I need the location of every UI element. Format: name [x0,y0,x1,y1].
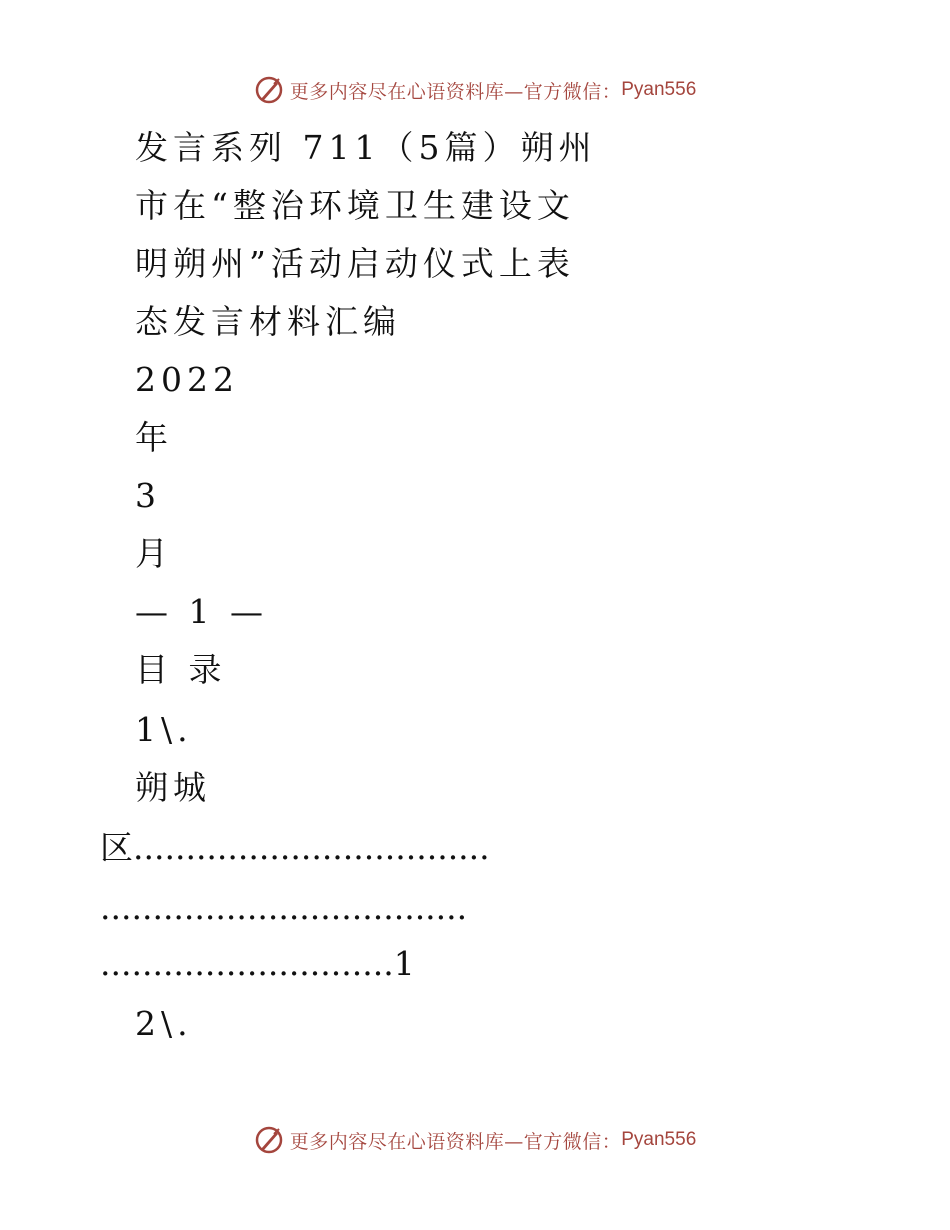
quill-logo-icon [254,1125,284,1155]
toc-item-1-name-tail: 区 [100,828,133,867]
toc-item-1-page: 1 [393,944,415,983]
watermark-text: 更多内容尽在心语资料库—官方微信： [289,1130,622,1153]
title-line-1: 发言系列 711（5篇）朔州 [135,128,597,167]
toc-item-1-leader-line-1 [100,828,845,868]
date-month-unit: 月 [135,534,173,573]
watermark-banner-bottom [0,1120,950,1160]
toc-dot-leader: .................................. [133,828,490,867]
watermark-wechat-id: Pyan556 [621,1129,697,1150]
watermark-wechat-id: Pyan556 [621,79,697,100]
toc-item-1-leader-line-2: ................................... [100,888,468,927]
toc-dot-leader: ............................ [100,944,394,983]
date-month: 3 [135,476,161,515]
toc-heading: 目 录 [135,650,227,689]
title-line-4: 态发言材料汇编 [135,302,401,341]
date-year-unit: 年 [135,418,173,457]
date-year: 2022 [135,360,239,399]
title-line-2: 市在“整治环境卫生建设文 [135,186,575,225]
watermark-text: 更多内容尽在心语资料库—官方微信： [289,80,622,103]
toc-item-1-index: 1\. [135,710,193,749]
toc-item-1-name: 朔城 [135,768,211,807]
toc-item-1-leader-line-3 [100,944,845,984]
title-line-3: 明朔州”活动启动仪式上表 [135,244,575,283]
page-number: — 1 — [135,592,268,631]
toc-item-2-index: 2\. [135,1004,193,1043]
